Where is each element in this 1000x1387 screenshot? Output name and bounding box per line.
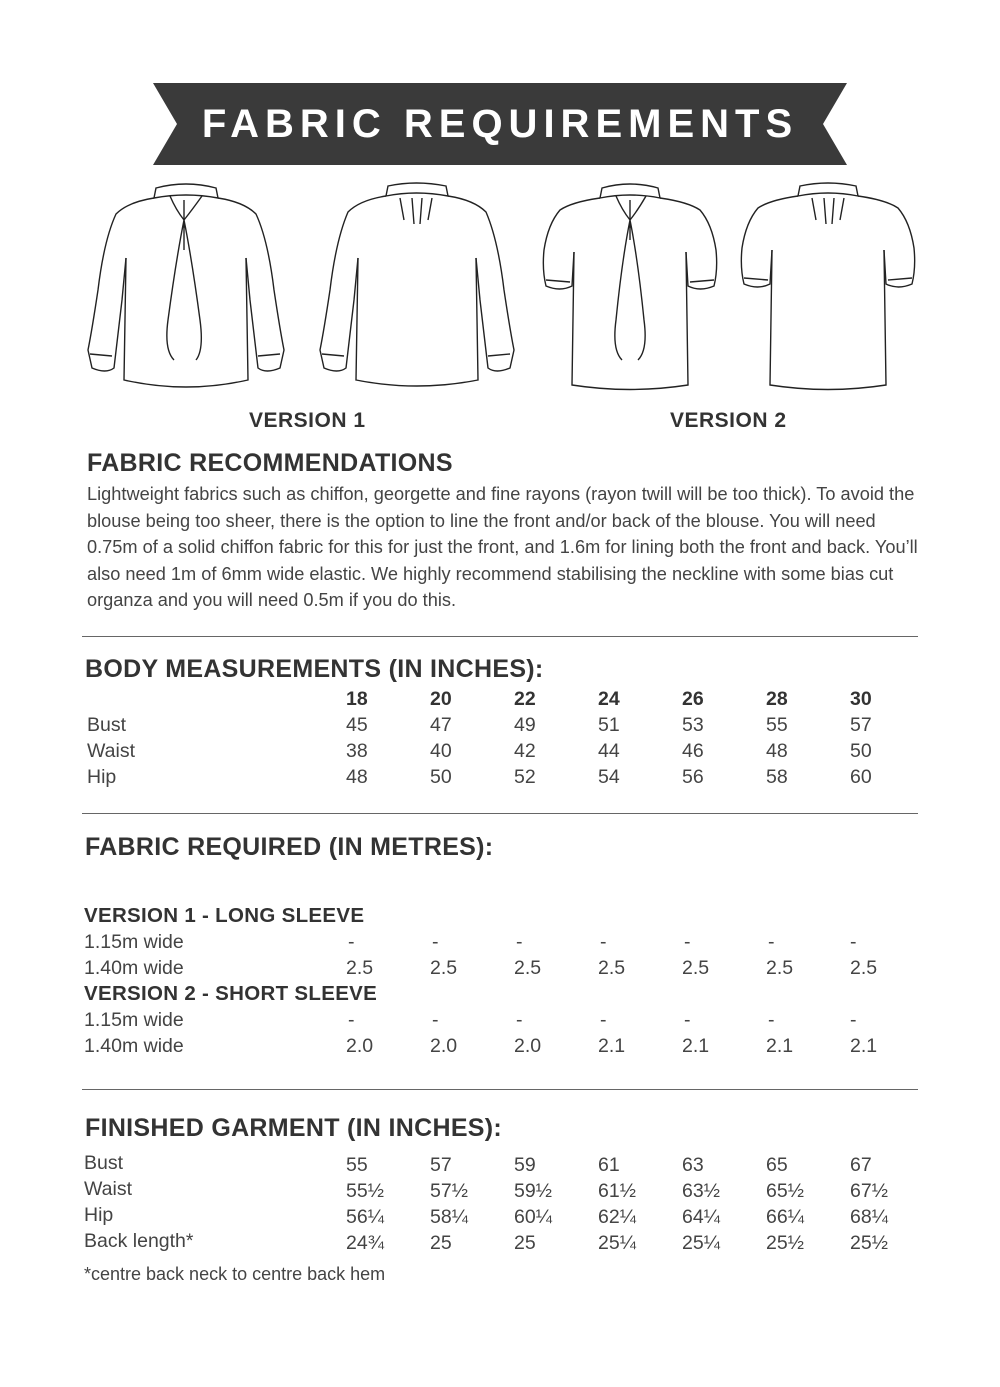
table-cell: 57½ — [430, 1180, 468, 1202]
size-header: 28 — [766, 688, 788, 710]
row-label: Waist — [84, 1178, 133, 1200]
table-cell: - — [348, 1009, 355, 1031]
table-cell: 25¼ — [682, 1232, 720, 1254]
table-cell: 59 — [514, 1154, 536, 1176]
size-header: 22 — [514, 688, 536, 710]
table-cell: 55 — [766, 714, 788, 736]
table-cell: 2.0 — [346, 1035, 374, 1057]
table-cell: 51 — [598, 714, 620, 736]
table-cell: 2.5 — [346, 957, 374, 979]
table-cell: 67 — [850, 1154, 872, 1176]
table-row — [84, 740, 914, 766]
fabric-required-heading: FABRIC REQUIRED (IN METRES): — [85, 833, 494, 861]
table-cell: 61 — [598, 1154, 620, 1176]
table-cell: 63½ — [682, 1180, 720, 1202]
table-cell: - — [850, 1009, 857, 1031]
table-cell: 2.1 — [850, 1035, 878, 1057]
table-cell: 63 — [682, 1154, 704, 1176]
table-cell: 2.5 — [682, 957, 710, 979]
version1-back-illustration — [316, 180, 518, 395]
table-cell: 57 — [850, 714, 872, 736]
table-cell: 56¼ — [346, 1206, 384, 1228]
table-cell: 67½ — [850, 1180, 888, 1202]
version2-front-illustration — [542, 180, 718, 395]
table-cell: 25½ — [766, 1232, 804, 1254]
row-label: Hip — [87, 766, 117, 788]
table-row — [84, 1178, 914, 1204]
table-cell: - — [348, 931, 355, 953]
table-cell: - — [516, 1009, 523, 1031]
divider — [82, 1089, 918, 1090]
size-header: 30 — [850, 688, 872, 710]
table-row — [84, 931, 914, 957]
table-cell: 66¼ — [766, 1206, 804, 1228]
size-header: 26 — [682, 688, 704, 710]
row-label: Bust — [87, 714, 127, 736]
table-cell: 25 — [430, 1232, 452, 1254]
table-row — [84, 714, 914, 740]
row-label: Waist — [87, 740, 136, 762]
table-cell: - — [600, 1009, 607, 1031]
table-row — [84, 1035, 914, 1061]
body-measurements-heading: BODY MEASUREMENTS (IN INCHES): — [85, 655, 544, 683]
table-cell: - — [432, 931, 439, 953]
table-row — [84, 1230, 914, 1256]
table-cell: - — [684, 931, 691, 953]
version2-back-illustration — [740, 180, 916, 395]
recommendations-heading: FABRIC RECOMMENDATIONS — [87, 449, 453, 477]
table-cell: 52 — [514, 766, 536, 788]
table-cell: 61½ — [598, 1180, 636, 1202]
table-cell: 2.1 — [766, 1035, 794, 1057]
version2-subheading: VERSION 2 - SHORT SLEEVE — [84, 982, 378, 1005]
table-cell: 2.1 — [682, 1035, 710, 1057]
table-cell: 55½ — [346, 1180, 384, 1202]
table-cell: 44 — [598, 740, 620, 762]
table-row — [84, 957, 914, 983]
table-cell: 25¼ — [598, 1232, 636, 1254]
size-header: 18 — [346, 688, 368, 710]
table-cell: 2.0 — [514, 1035, 542, 1057]
table-cell: - — [432, 1009, 439, 1031]
table-cell: 2.5 — [430, 957, 458, 979]
table-row — [84, 1009, 914, 1035]
row-label: 1.15m wide — [84, 1009, 184, 1031]
row-label: Back length* — [84, 1230, 194, 1252]
table-cell: 68¼ — [850, 1206, 888, 1228]
table-cell: 42 — [514, 740, 536, 762]
table-cell: 59½ — [514, 1180, 552, 1202]
table-cell: 40 — [430, 740, 452, 762]
size-header: 20 — [430, 688, 452, 710]
footnote: *centre back neck to centre back hem — [84, 1264, 386, 1284]
table-cell: 58 — [766, 766, 788, 788]
row-label: 1.15m wide — [84, 931, 184, 953]
table-cell: - — [600, 931, 607, 953]
version1-front-illustration — [84, 180, 288, 395]
size-header: 24 — [598, 688, 620, 710]
table-cell: - — [516, 931, 523, 953]
table-cell: 58¼ — [430, 1206, 468, 1228]
table-row — [84, 1204, 914, 1230]
table-cell: - — [684, 1009, 691, 1031]
size-header-row — [84, 688, 914, 714]
table-cell: 25 — [514, 1232, 536, 1254]
table-cell: 46 — [682, 740, 704, 762]
row-label: Bust — [84, 1152, 124, 1174]
table-cell: 45 — [346, 714, 368, 736]
table-cell: 54 — [598, 766, 620, 788]
table-cell: 25½ — [850, 1232, 888, 1254]
table-cell: 53 — [682, 714, 704, 736]
table-cell: 49 — [514, 714, 536, 736]
table-cell: 2.5 — [598, 957, 626, 979]
table-cell: - — [768, 931, 775, 953]
version1-subheading: VERSION 1 - LONG SLEEVE — [84, 904, 365, 927]
table-row — [84, 1152, 914, 1178]
table-cell: 24¾ — [346, 1232, 384, 1254]
table-cell: 57 — [430, 1154, 452, 1176]
table-cell: 56 — [682, 766, 704, 788]
table-cell: 65½ — [766, 1180, 804, 1202]
table-row — [84, 766, 914, 792]
row-label: 1.40m wide — [84, 1035, 184, 1057]
table-cell: 47 — [430, 714, 452, 736]
table-cell: 38 — [346, 740, 368, 762]
version2-label: VERSION 2 — [670, 409, 787, 432]
table-cell: 60¼ — [514, 1206, 552, 1228]
table-cell: 50 — [850, 740, 872, 762]
title-banner — [153, 83, 847, 165]
table-cell: 60 — [850, 766, 872, 788]
version1-label: VERSION 1 — [249, 409, 366, 432]
table-cell: 2.5 — [850, 957, 878, 979]
row-label: Hip — [84, 1204, 114, 1226]
table-cell: 2.5 — [766, 957, 794, 979]
table-cell: 55 — [346, 1154, 368, 1176]
divider — [82, 813, 918, 814]
page-title: FABRIC REQUIREMENTS — [201, 102, 799, 146]
table-cell: - — [850, 931, 857, 953]
divider — [82, 636, 918, 637]
table-cell: 64¼ — [682, 1206, 720, 1228]
table-cell: 62¼ — [598, 1206, 636, 1228]
row-label: 1.40m wide — [84, 957, 184, 979]
table-cell: 2.1 — [598, 1035, 626, 1057]
finished-garment-heading: FINISHED GARMENT (IN INCHES): — [85, 1114, 503, 1142]
table-cell: 2.0 — [430, 1035, 458, 1057]
table-cell: 65 — [766, 1154, 788, 1176]
table-cell: 50 — [430, 766, 452, 788]
table-cell: 48 — [766, 740, 788, 762]
recommendations-text: Lightweight fabrics such as chiffon, georgette and fine rayons (rayon twill will be too thick). To avoid the blouse being too sheer, there is the option to line the front and/or back of the blouse. You will need 0.75m of a solid chiffon fabric for this for just the front, and 1.6m for lining both the front and back. You’ll also need 1m of 6mm wide elastic. We highly recommend stabilising the neckline with some bias cut organza and you will need 0.5m if you do this. — [87, 484, 918, 610]
table-cell: 2.5 — [514, 957, 542, 979]
table-cell: 48 — [346, 766, 368, 788]
table-cell: - — [768, 1009, 775, 1031]
